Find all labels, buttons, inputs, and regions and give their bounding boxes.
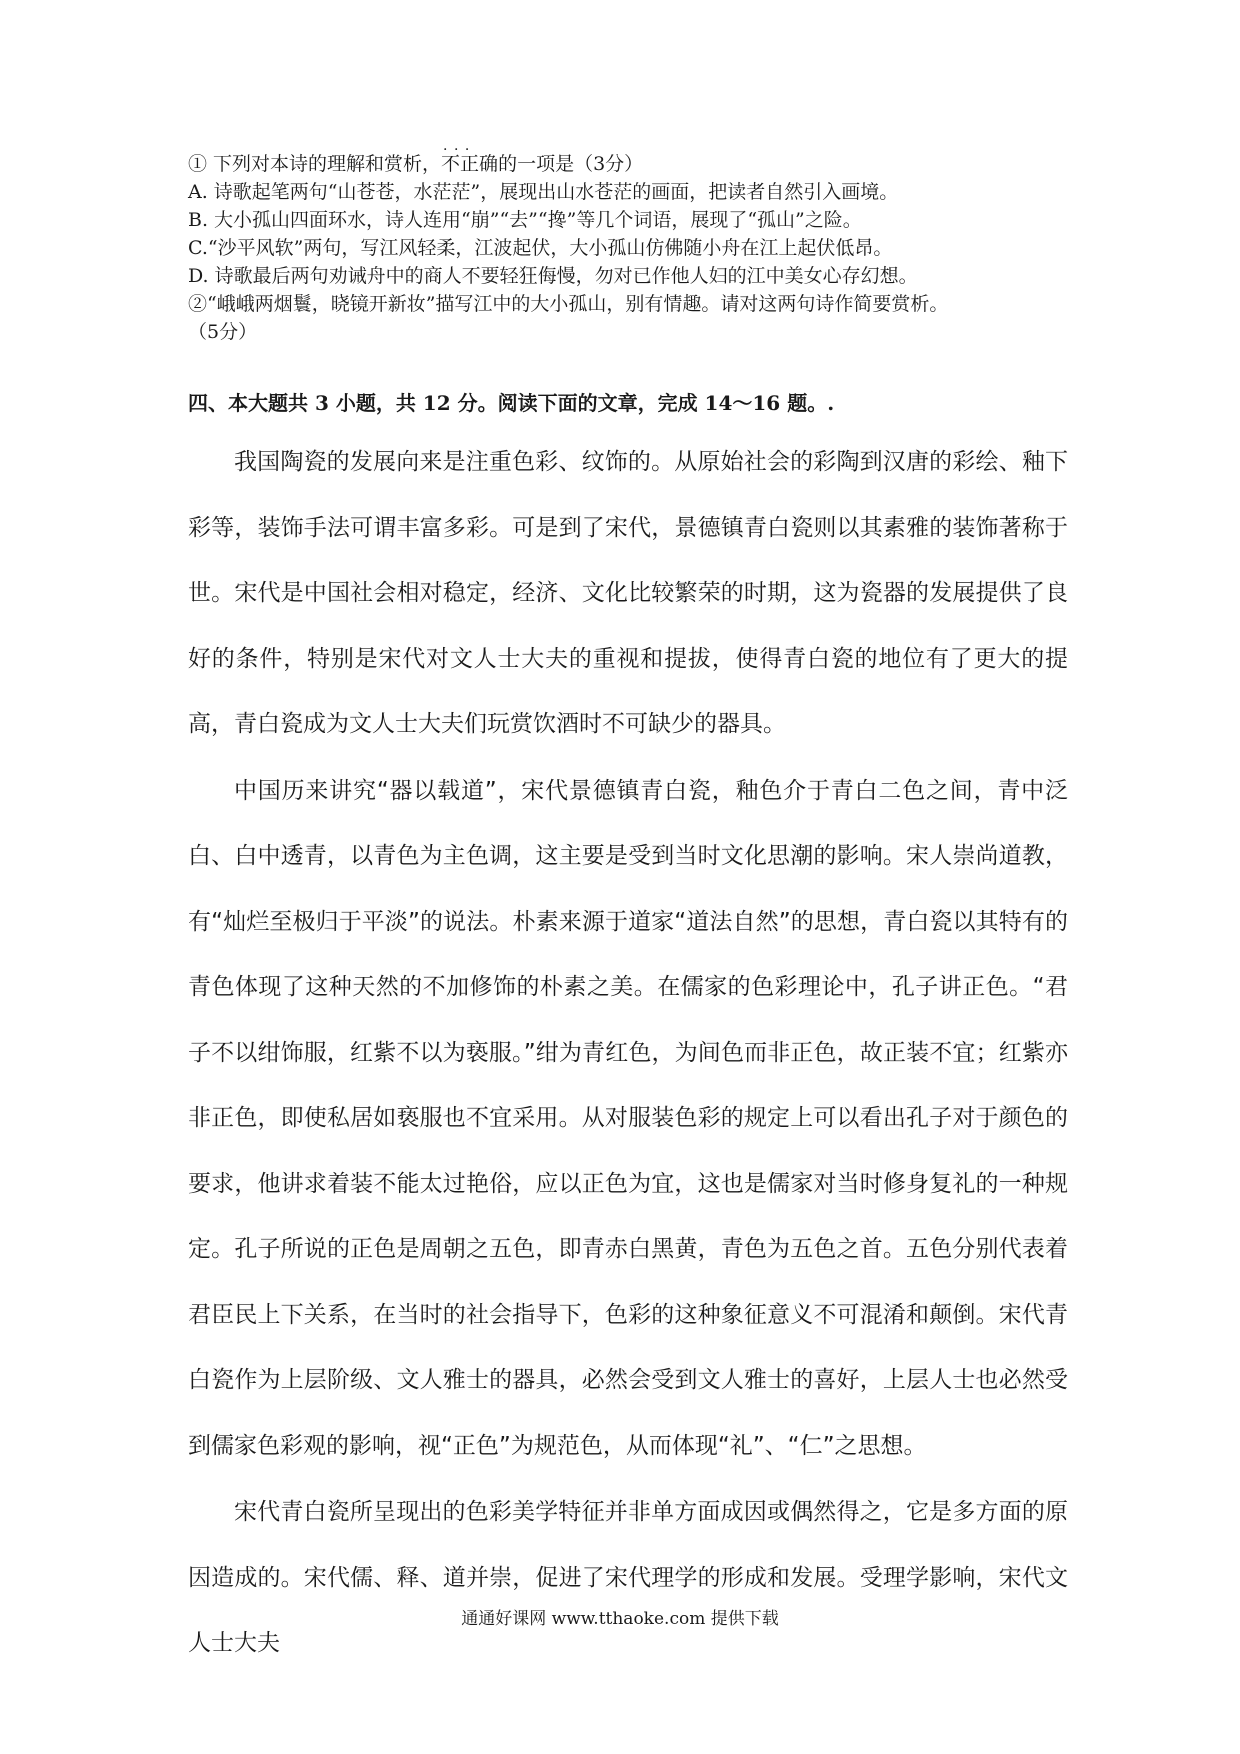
article-body — [188, 430, 1068, 1678]
section-heading: 四、本大题共 3 小题，共 12 分。阅读下面的文章，完成 14～16 题。. — [188, 391, 835, 415]
question-2-line-1: ②“峨峨两烟鬟，晓镜开新妆”描写江中的大小孤山，别有情趣。请对这两句诗作简要赏析。 — [188, 293, 949, 315]
article-paragraph-1: 我国陶瓷的发展向来是注重色彩、纹饰的。从原始社会的彩陶到汉唐的彩绘、釉下彩等，装饰手法可谓丰富多彩。可是到了宋代，景德镇青白瓷则以其素雅的装饰著称于世。宋代是中国社会相对稳定，经济、文化比较繁荣的时期，这为瓷器的发展提供了良好的条件，特别是宋代对文人士大夫的重视和提拔，使得青白瓷的地位有了更大的提高，青白瓷成为文人士大夫们玩赏饮酒时不可缺少的器具。 — [188, 449, 1068, 737]
article-paragraph-3: 宋代青白瓷所呈现出的色彩美学特征并非单方面成因或偶然得之，它是多方面的原因造成的。宋代儒、释、道并崇，促进了宋代理学的形成和发展。受理学影响，宋代文人士大夫 — [188, 1499, 1068, 1656]
page-footer: 通通好课网 www.tthaoke.com 提供下载 — [461, 1609, 779, 1629]
question-1 — [188, 150, 1088, 178]
option-a: A. 诗歌起笔两句“山苍苍，水茫茫”，展现出山水苍茫的画面，把读者自然引入画境。 — [188, 181, 899, 203]
option-c: C.“沙平风软”两句，写江风轻柔，江波起伏，大小孤山仿佛随小舟在江上起伏低昂。 — [188, 237, 893, 259]
option-d: D. 诗歌最后两句劝诫舟中的商人不要轻狂侮慢，勿对已作他人妇的江中美女心存幻想。 — [188, 265, 918, 287]
question-block — [188, 150, 1088, 346]
question-2-line-2: （5分） — [188, 321, 258, 343]
article-paragraph-2: 中国历来讲究“器以载道”，宋代景德镇青白瓷，釉色介于青白二色之间，青中泛白、白中透青，以青色为主色调，这主要是受到当时文化思潮的影响。宋人崇尚道教，有“灿烂至极归于平淡”的说法。朴素来源于道家“道法自然”的思想，青白瓷以其特有的青色体现了这种天然的不加修饰的朴素之美。在儒家的色彩理论中，孔子讲正色。“君子不以绀饰服，红紫不以为亵服。”绀为青红色，为间色而非正色，故正装不宜；红紫亦非正色，即使私居如亵服也不宜采用。从对服装色彩的规定上可以看出孔子对于颜色的要求，他讲求着装不能太过艳俗，应以正色为宜，这也是儒家对当时修身复礼的一种规定。孔子所说的正色是周朝之五色，即青赤白黑黄，青色为五色之首。五色分别代表着君臣民上下关系，在当时的社会指导下，色彩的这种象征意义不可混淆和颠倒。宋代青白瓷作为上层阶级、文人雅士的器具，必然会受到文人雅士的喜好，上层人士也必然受到儒家色彩观的影响，视“正色”为规范色，从而体现“礼”、“仁”之思想。 — [188, 777, 1068, 1459]
question-1-suffix: 的一项是（3分） — [498, 153, 644, 175]
question-1-prefix: ① 下列对本诗的理解和赏析， — [188, 153, 442, 175]
option-b: B. 大小孤山四面环水，诗人连用“崩”“去”“搀”等几个词语，展现了“孤山”之险。 — [188, 209, 862, 231]
question-1-emphasis: 不正确 · · · — [441, 150, 498, 178]
